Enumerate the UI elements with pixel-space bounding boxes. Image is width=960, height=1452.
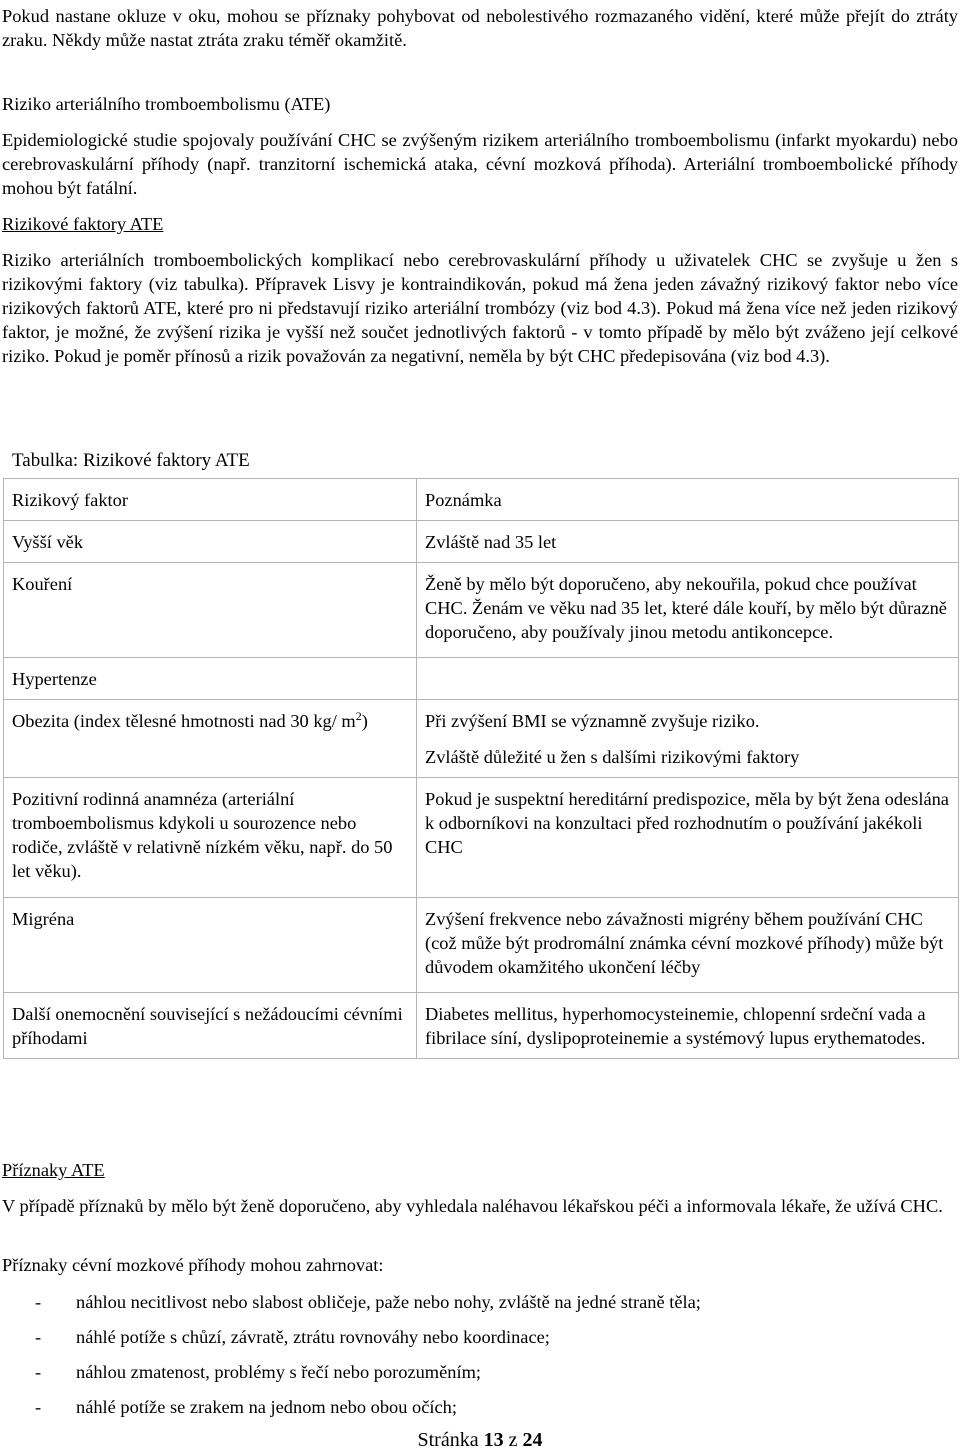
factor-cell: Hypertenze	[4, 658, 417, 700]
table-row	[4, 898, 959, 993]
table-row	[4, 521, 959, 563]
factor-cell: Kouření	[4, 563, 417, 658]
note-cell	[417, 700, 959, 778]
dash-bullet: -	[35, 1327, 42, 1347]
list-item-text: náhlé potíže se zrakem na jednom nebo obou očích;	[76, 1397, 457, 1417]
page-footer	[2, 1428, 958, 1452]
factor-cell: Vyšší věk	[4, 521, 417, 563]
factor-text: Obezita (index tělesné hmotnosti nad 30 kg/ m	[12, 711, 356, 731]
risk-factors-paragraph: Riziko arteriálních tromboembolických komplikací nebo cerebrovaskulární příhody u uživatelek CHC se zvyšuje u žen s rizikovými faktory (viz tabulka). Přípravek Lisvy je kontraindikován, pokud má žena jeden závažný rizikový faktor nebo více rizikových faktorů ATE, které pro ni představují riziko arteriální trombózy (viz bod 4.3). Pokud má žena více než jeden rizikový faktor, je možné, že zvýšení rizika je vyšší než součet jednotlivých faktorů - v tomto případě by mělo být zváženo její celkové riziko. Pokud je poměr přínosů a rizik považován za negativní, neměla by být CHC předepisována (viz bod 4.3).	[2, 250, 958, 366]
list-item-text: náhlou zmatenost, problémy s řečí nebo porozuměním;	[76, 1362, 481, 1382]
table-header-row	[4, 479, 959, 521]
table-row	[4, 778, 959, 898]
note-cell: Zvláště nad 35 let	[417, 521, 959, 563]
table-row	[4, 658, 959, 700]
footer-page-total: 24	[522, 1429, 543, 1451]
table-title: Tabulka: Rizikové faktory ATE	[12, 450, 250, 471]
footer-page-number: 13	[483, 1429, 504, 1451]
intro-paragraph: Pokud nastane okluze v oku, mohou se příznaky pohybovat od nebolestivého rozmazaného vidění, které může přejít do ztráty zraku. Někdy může nastat ztráta zraku téměř okamžitě.	[2, 6, 958, 50]
symptoms-paragraph: V případě příznaků by mělo být ženě doporučeno, aby vyhledala naléhavou lékařskou péči a informovala lékaře, že užívá CHC.	[2, 1196, 943, 1216]
note-cell: Pokud je suspektní hereditární predispozice, měla by být žena odeslána k odborníkovi na konzultaci před rozhodnutím o používání jakékoli CHC	[417, 778, 959, 898]
table-row	[4, 700, 959, 778]
factor-cell: Migréna	[4, 898, 417, 993]
dash-bullet: -	[35, 1292, 42, 1312]
note-text-secondary: Zvláště důležité u žen s dalšími rizikovými faktory	[425, 747, 800, 767]
note-text: Při zvýšení BMI se významně zvyšuje riziko.	[425, 711, 760, 731]
table-header-cell: Rizikový faktor	[4, 479, 417, 521]
dash-bullet: -	[35, 1362, 42, 1382]
symptoms-heading: Příznaky ATE	[2, 1160, 105, 1180]
factor-superscript: 2	[355, 708, 362, 723]
factor-cell	[4, 700, 417, 778]
note-cell: Zvýšení frekvence nebo závažnosti migrény během používání CHC (což může být prodromální známka cévní mozkové příhody) může být důvodem okamžitého ukončení léčby	[417, 898, 959, 993]
factor-cell: Pozitivní rodinná anamnéza (arteriální tromboembolismus kdykoli u sourozence nebo rodiče, zvláště v relativně nízkém věku, např. do 50 let věku).	[4, 778, 417, 898]
list-item-text: náhlé potíže s chůzí, závratě, ztrátu rovnováhy nebo koordinace;	[76, 1327, 550, 1347]
table-header-cell: Poznámka	[417, 479, 959, 521]
footer-prefix: Stránka	[417, 1429, 479, 1451]
ate-paragraph: Epidemiologické studie spojovaly používání CHC se zvýšeným rizikem arteriálního tromboembolismu (infarkt myokardu) nebo cerebrovaskulární příhody (např. tranzitorní ischemická ataka, cévní mozková příhoda). Arteriální tromboembolické příhody mohou být fatální.	[2, 130, 958, 198]
risk-factors-table	[3, 478, 959, 1059]
note-cell	[417, 658, 959, 700]
note-cell: Ženě by mělo být doporučeno, aby nekouřila, pokud chce používat CHC. Ženám ve věku nad 35 let, které dále kouří, by mělo být důrazně doporučeno, aby používaly jinou metodu antikoncepce.	[417, 563, 959, 658]
table-row	[4, 563, 959, 658]
table-row	[4, 993, 959, 1059]
note-cell: Diabetes mellitus, hyperhomocysteinemie, chlopenní srdeční vada a fibrilace síní, dyslipoproteinemie a systémový lupus erythematodes.	[417, 993, 959, 1059]
symptoms-list-intro: Příznaky cévní mozkové příhody mohou zahrnovat:	[2, 1255, 384, 1275]
factor-text-end: )	[361, 711, 368, 731]
footer-separator: z	[508, 1429, 518, 1451]
dash-bullet: -	[35, 1397, 42, 1417]
ate-heading: Riziko arteriálního tromboembolismu (ATE)	[2, 94, 331, 114]
risk-factors-heading: Rizikové faktory ATE	[2, 214, 164, 234]
list-item-text: náhlou necitlivost nebo slabost obličeje, paže nebo nohy, zvláště na jedné straně těla;	[76, 1292, 701, 1312]
factor-cell: Další onemocnění související s nežádoucími cévními příhodami	[4, 993, 417, 1059]
